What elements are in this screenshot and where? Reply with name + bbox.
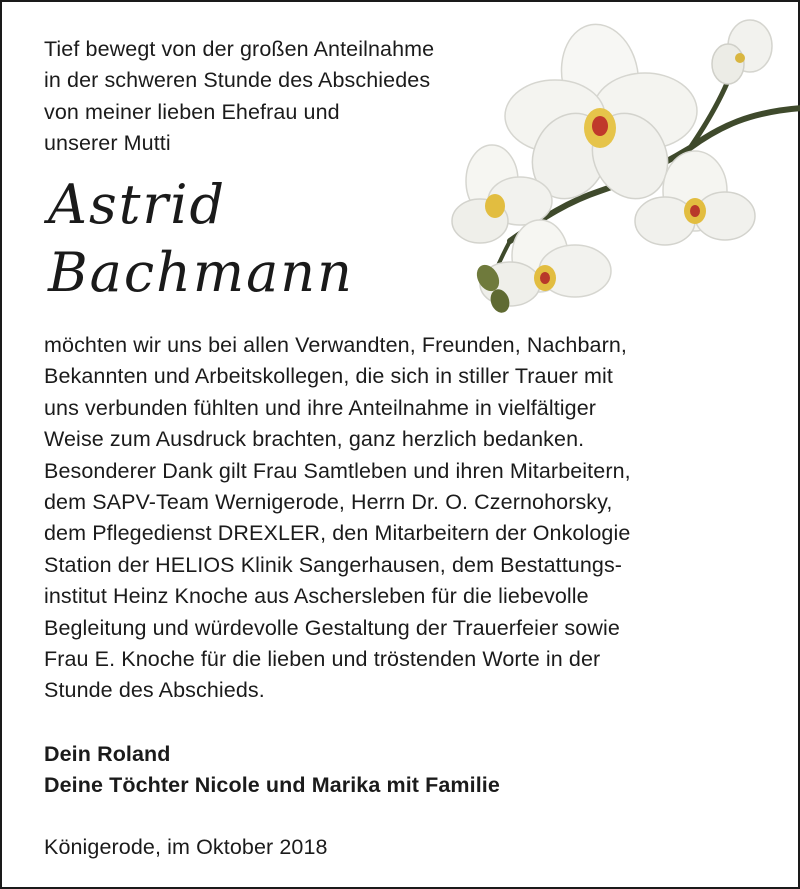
body-line: institut Heinz Knoche aus Aschersleben für die liebevolle	[44, 584, 589, 609]
signature-line: Dein Roland	[44, 742, 171, 766]
orchid-image	[450, 16, 800, 316]
deceased-last-name: Bachmann	[48, 241, 354, 304]
signature-line: Deine Töchter Nicole und Marika mit Familie	[44, 773, 500, 798]
body-line: Weise zum Ausdruck brachten, ganz herzlich bedanken.	[44, 427, 585, 452]
intro-text	[44, 34, 434, 160]
body-line: Begleitung und würdevolle Gestaltung der Trauerfeier sowie	[44, 615, 620, 640]
body-line: Bekannten und Arbeitskollegen, die sich in stiller Trauer mit	[44, 364, 613, 389]
deceased-first-name: Astrid	[48, 173, 227, 236]
intro-line: in der schweren Stunde des Abschiedes	[44, 68, 431, 93]
body-line: dem SAPV-Team Wernigerode, Herrn Dr. O. Czernohorsky,	[44, 490, 613, 515]
body-line: Station der HELIOS Klinik Sangerhausen, dem Bestattungs-	[44, 552, 623, 577]
intro-line: von meiner lieben Ehefrau und	[44, 99, 340, 124]
body-line: Besonderer Dank gilt Frau Samtleben und ihren Mitarbeitern,	[44, 458, 631, 483]
body-line: uns verbunden fühlten und ihre Anteilnahme in vielfältiger	[44, 395, 597, 420]
signatures	[44, 739, 500, 802]
body-line: Frau E. Knoche für die lieben und tröstenden Worte in der	[44, 647, 601, 672]
body-line: dem Pflegedienst DREXLER, den Mitarbeitern der Onkologie	[44, 521, 631, 546]
body-line: möchten wir uns bei allen Verwandten, Freunden, Nachbarn,	[44, 333, 627, 357]
body-line: Stunde des Abschieds.	[44, 678, 265, 703]
intro-line: unserer Mutti	[44, 131, 171, 156]
thank-you-text	[44, 330, 631, 707]
intro-line: Tief bewegt von der großen Anteilnahme	[44, 37, 435, 61]
place-date: Königerode, im Oktober 2018	[44, 835, 328, 859]
